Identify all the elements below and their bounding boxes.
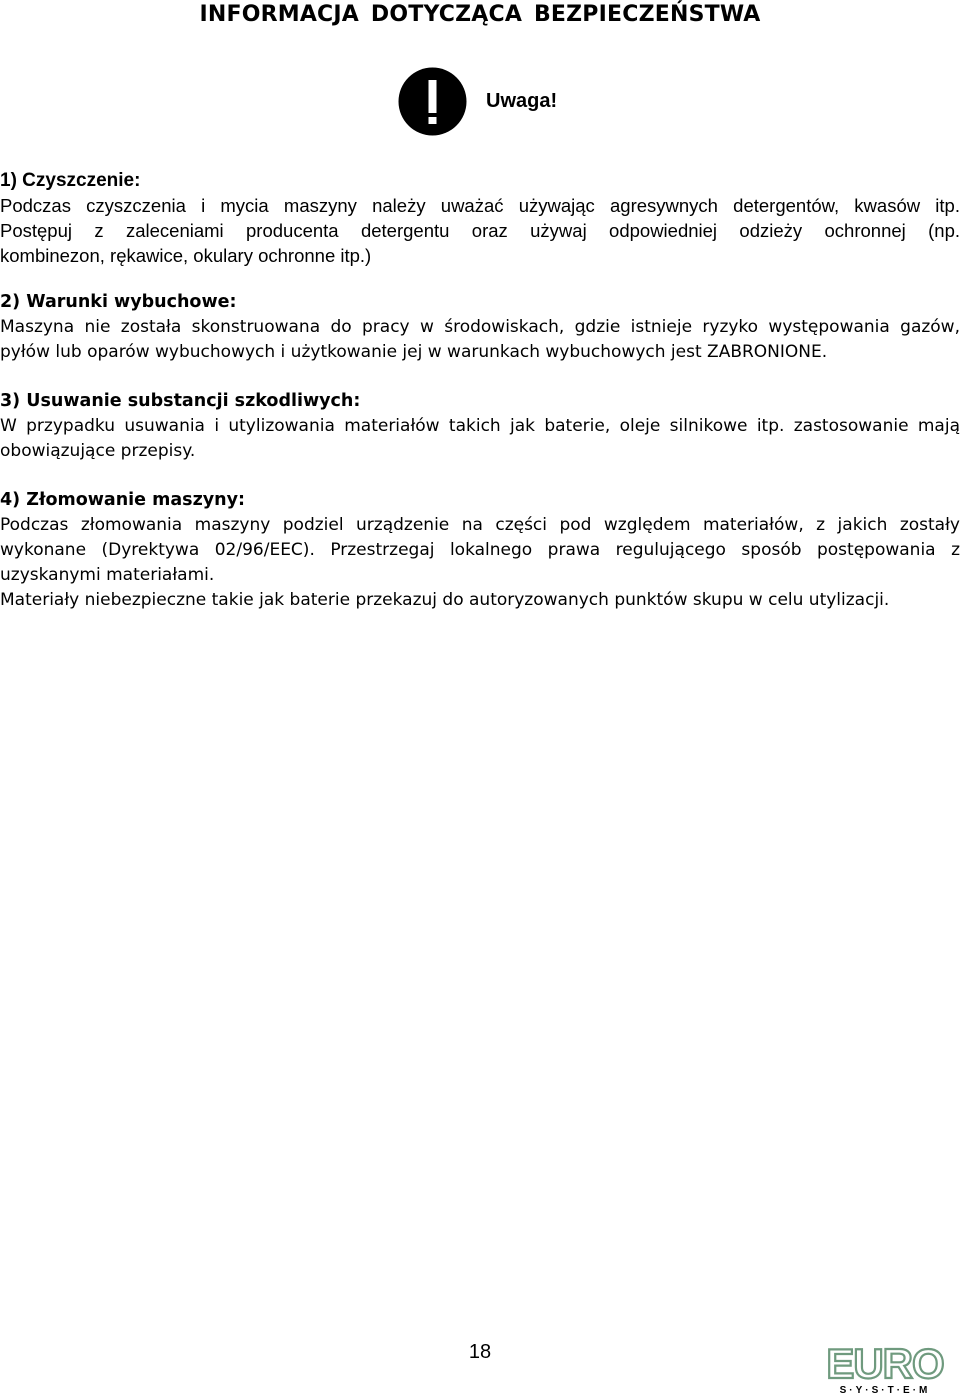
section-text-line: obowiązujące przepisy. — [0, 441, 196, 461]
section-text-line: Materiały niebezpieczne takie jak baterie przekazuj do autoryzowanych punktów skupu w celu utylizacji. — [0, 590, 890, 610]
section-heading: 2) Warunki wybuchowe: — [0, 292, 237, 312]
euro-system-logo — [820, 1340, 950, 1396]
section-heading: 1) Czyszczenie: — [0, 170, 141, 191]
section-heading: 3) Usuwanie substancji szkodliwych: — [0, 391, 361, 411]
section-text-line: Maszyna nie została skonstruowana do pracy w środowiskach, gdzie istnieje ryzyko występowania gazów, — [0, 317, 960, 337]
page-number: 18 — [468, 1341, 492, 1363]
section-text-line: Podczas czyszczenia i mycia maszyny należy uważać używając agresywnych detergentów, kwasów itp. — [0, 195, 960, 216]
logo-sub-text: S·Y·S·T·E·M — [839, 1385, 931, 1396]
section-explosive-conditions — [0, 290, 960, 365]
section-text-line: wykonane (Dyrektywa 02/96/EEC). Przestrzegaj lokalnego prawa regulującego sposób postępowania z — [0, 540, 960, 560]
exclamation-warning-icon — [397, 66, 468, 137]
section-machine-scrapping — [0, 488, 960, 613]
section-hazardous-disposal — [0, 389, 960, 464]
logo-main-text: EURO — [826, 1340, 944, 1387]
section-heading: 4) Złomowanie maszyny: — [0, 490, 246, 510]
page-title: INFORMACJA DOTYCZĄCA BEZPIECZEŃSTWA — [199, 2, 761, 27]
section-text-line: W przypadku usuwania i utylizowania materiałów takich jak baterie, oleje silnikowe itp. zastosowanie mają — [0, 416, 960, 436]
section-cleaning — [0, 168, 960, 268]
warning-label: Uwaga! — [486, 90, 558, 112]
section-text-line: uzyskanymi materiałami. — [0, 565, 215, 585]
section-text-line: kombinezon, rękawice, okulary ochronne itp.) — [0, 245, 372, 266]
section-text-line: Podczas złomowania maszyny podziel urządzenie na części pod względem materiałów, z jakich zostały — [0, 515, 960, 535]
section-text-line: Postępuj z zaleceniami producenta detergentu oraz używaj odpowiedniej odzieży ochronnej (np. — [0, 220, 960, 241]
section-text-line: pyłów lub oparów wybuchowych i użytkowanie jej w warunkach wybuchowych jest ZABRONIONE. — [0, 342, 828, 362]
